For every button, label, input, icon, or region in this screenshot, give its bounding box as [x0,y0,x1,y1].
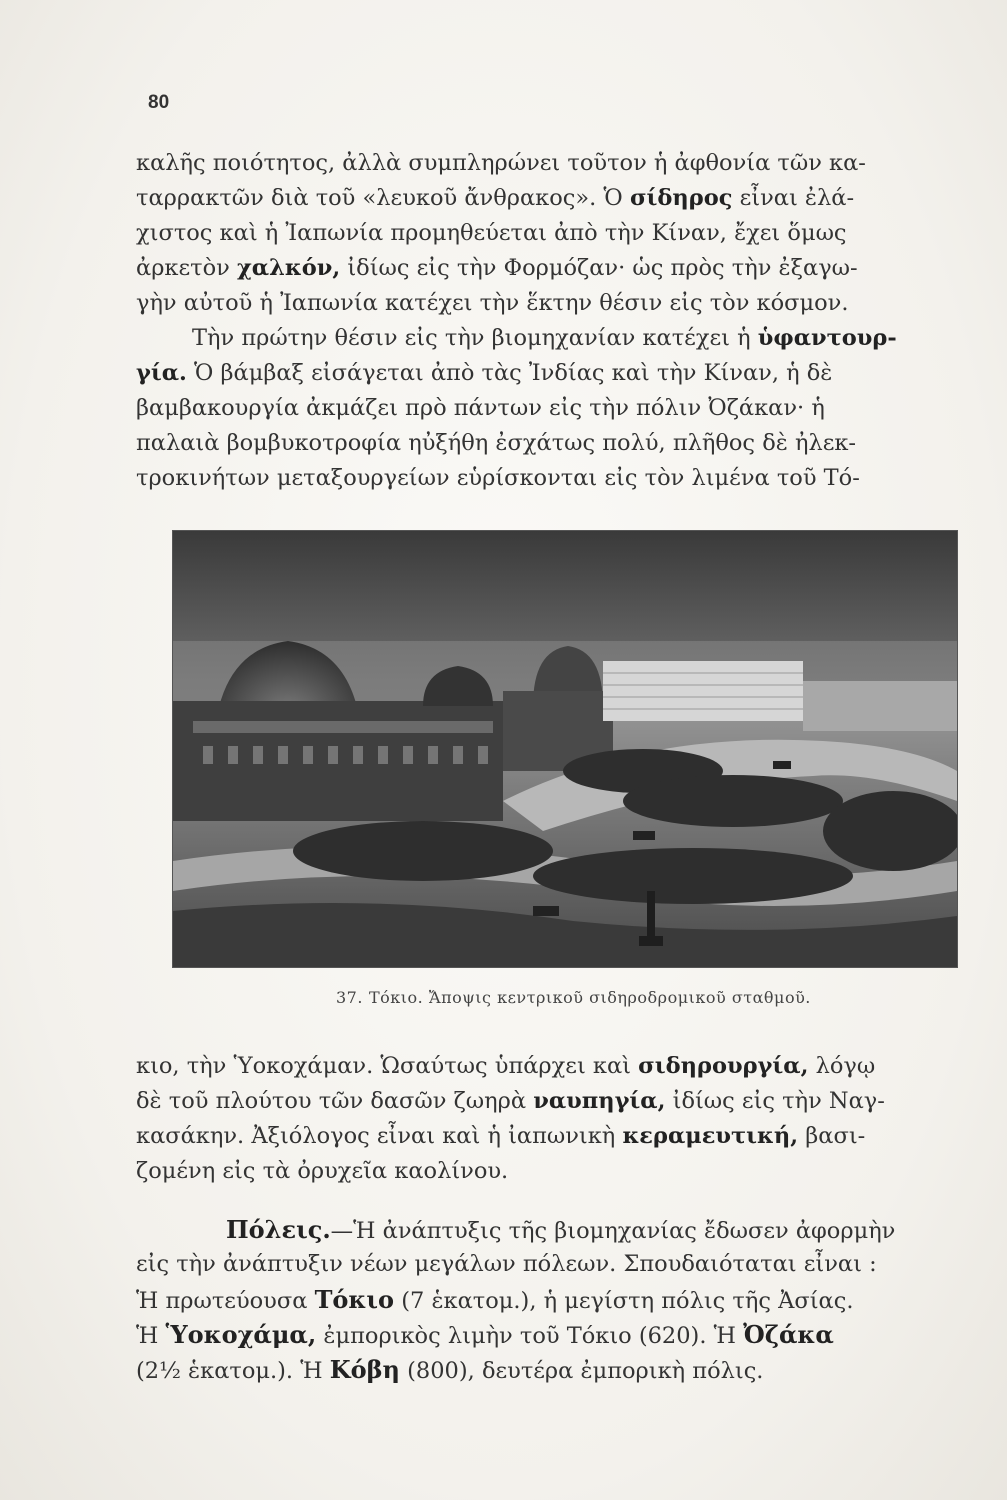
text-line: τροκινήτων μεταξουργείων εὑρίσκονται εἰς τὸν λιμένα τοῦ Τό- [136,465,860,491]
figure-caption-text: Τόκιο. Ἄποψις κεντρικοῦ σιδηροδρομικοῦ σταθμοῦ. [368,988,811,1007]
text-line: κασάκην. Ἀξιόλογος εἶναι καὶ ἡ ἰαπωνικὴ κεραμευτική, βασι- [136,1123,866,1149]
text-line: εἰς τὴν ἀνάπτυξιν νέων μεγάλων πόλεων. Σπουδαιόταται εἶναι : [136,1251,877,1277]
text-line: γία. Ὁ βάμβαξ εἰσάγεται ἀπὸ τὰς Ἰνδίας καὶ τὴν Κίναν, ἡ δὲ [136,360,833,386]
text-line: δὲ τοῦ πλούτου τῶν δασῶν ζωηρὰ ναυπηγία, ἰδίως εἰς τὴν Ναγ- [136,1088,885,1114]
text-line: κιο, τὴν Ὑοκοχάμαν. Ὡσαύτως ὑπάρχει καὶ σιδηρουργία, λόγῳ [136,1053,876,1079]
figure-number: 37. [336,988,363,1007]
cities-heading: Πόλεις. [226,1215,331,1244]
text-line: Πόλεις.—Ἡ ἀνάπτυξις τῆς βιομηχανίας ἔδωσεν ἀφορμὴν [226,1215,896,1244]
text-line: παλαιὰ βομβυκοτροφία ηὐξήθη ἐσχάτως πολύ, πλῆθος δὲ ἠλεκ- [136,430,857,456]
text-line: ἀρκετὸν χαλκόν, ἰδίως εἰς τὴν Φορμόζαν· ὡς πρὸς τὴν ἐξαγω- [136,255,858,281]
text-line: Ἡ πρωτεύουσα Τόκιο (7 ἑκατομ.), ἡ μεγίστη πόλις τῆς Ἀσίας. [136,1285,854,1314]
text-line: γὴν αὐτοῦ ἡ Ἰαπωνία κατέχει τὴν ἕκτην θέσιν εἰς τὸν κόσμον. [136,290,849,316]
text-line: καλῆς ποιότητος, ἀλλὰ συμπληρώνει τοῦτον ἡ ἀφθονία τῶν κα- [136,150,866,176]
paragraph-other-industries [136,1049,966,1189]
text-line: βαμβακουργία ἀκμάζει πρὸ πάντων εἰς τὴν πόλιν Ὀζάκαν· ἡ [136,395,825,421]
text-line: χιστος καὶ ἡ Ἰαπωνία προμηθεύεται ἀπὸ τὴν Κίναν, ἔχει ὅμως [136,220,847,246]
text-line: Τὴν πρώτην θέσιν εἰς τὴν βιομηχανίαν κατέχει ἡ ὑφαντουρ- [192,325,897,351]
paragraph-cities [136,1212,966,1387]
page-number: 80 [148,92,170,113]
text-line: Ἡ Ὑοκοχάμα, ἐμπορικὸς λιμὴν τοῦ Τόκιο (620). Ἡ Ὀζάκα [136,1320,834,1349]
tokyo-station-photo [172,530,958,968]
figure-caption [336,988,817,1007]
text-line: ζομένη εἰς τὰ ὀρυχεῖα καολίνου. [136,1158,509,1184]
paragraph-industry [136,146,966,496]
text-line: (2½ ἑκατομ.). Ἡ Κόβη (800), δευτέρα ἐμπορικὴ πόλις. [136,1355,764,1384]
text-line: ταρρακτῶν διὰ τοῦ «λευκοῦ ἄνθρακος». Ὁ σίδηρος εἶναι ἐλά- [136,185,855,211]
